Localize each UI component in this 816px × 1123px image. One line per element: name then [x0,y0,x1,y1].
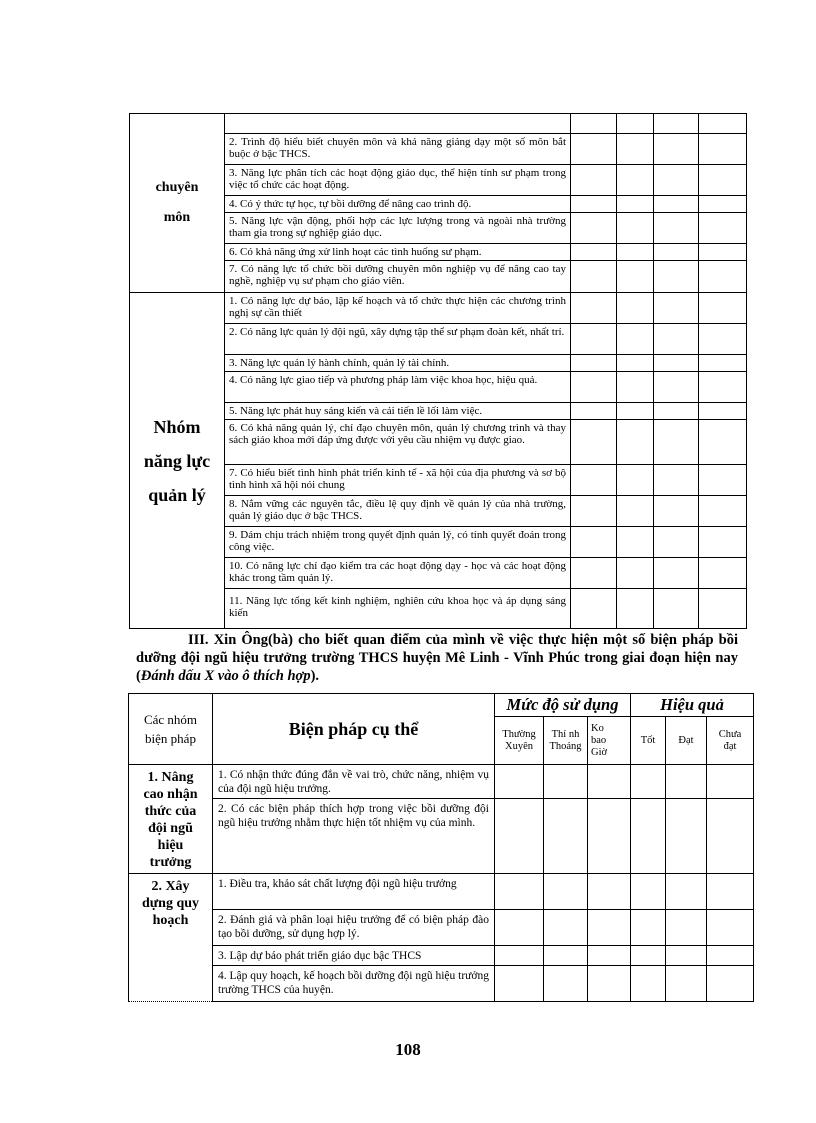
measure-text: 2. Đánh giá và phân loại hiệu trưởng để có biện pháp đào tạo bồi dưỡng, sử dụng hợp lý. [213,910,495,946]
check-cell[interactable] [617,261,654,293]
check-cell[interactable] [571,420,617,465]
check-cell[interactable] [571,244,617,261]
check-cell[interactable] [707,799,754,874]
header-usage-sometimes: Thỉ nh Thoảng [544,717,588,765]
check-cell[interactable] [588,966,631,1002]
check-cell[interactable] [699,558,747,589]
criterion-text: 9. Dám chịu trách nhiệm trong quyết định quản lý, có tính quyết đoán trong công việc. [225,527,571,558]
check-cell[interactable] [654,244,699,261]
check-cell[interactable] [571,403,617,420]
check-cell[interactable] [699,355,747,372]
check-cell[interactable] [571,114,617,134]
criterion-text: 11. Năng lực tổng kết kinh nghiệm, nghiên cứu khoa học và áp dụng sáng kiến [225,589,571,629]
check-cell[interactable] [654,355,699,372]
check-cell[interactable] [631,910,666,946]
check-cell[interactable] [571,355,617,372]
check-cell[interactable] [571,213,617,244]
check-cell[interactable] [588,799,631,874]
criterion-text: 7. Có năng lực tổ chức bồi dưỡng chuyên môn nghiệp vụ để nâng cao tay nghề, nghiệp vụ sư phạm cho giáo viên. [225,261,571,293]
check-cell[interactable] [699,114,747,134]
group-label-professional: chuyên môn [130,114,225,293]
measures-table [128,693,754,1002]
check-cell[interactable] [617,558,654,589]
check-cell[interactable] [631,946,666,966]
check-cell[interactable] [654,165,699,196]
criterion-text: 3. Năng lực quản lý hành chính, quản lý tài chính. [225,355,571,372]
header-groups: Các nhóm biện pháp [129,694,213,765]
check-cell[interactable] [699,420,747,465]
check-cell[interactable] [707,874,754,910]
check-cell[interactable] [571,558,617,589]
header-effect-fail: Chưa đạt [707,717,754,765]
check-cell[interactable] [495,874,544,910]
measure-text: 3. Lập dự báo phát triển giáo dục bậc THCS [213,946,495,966]
criterion-text: 2. Có năng lực quản lý đội ngũ, xây dựng tập thể sư phạm đoàn kết, nhất trí. [225,324,571,355]
criterion-text: 5. Năng lực phát huy sáng kiến và cải tiến lề lối làm việc. [225,403,571,420]
check-cell[interactable] [588,910,631,946]
criterion-text: 7. Có hiểu biết tình hình phát triển kinh tế - xã hội của địa phương và sơ bộ tình hình xã hội nói chung [225,465,571,496]
check-cell[interactable] [699,527,747,558]
check-cell[interactable] [617,372,654,403]
check-cell[interactable] [654,465,699,496]
check-cell[interactable] [617,293,654,324]
check-cell[interactable] [654,293,699,324]
check-cell[interactable] [699,213,747,244]
check-cell[interactable] [588,874,631,910]
check-cell[interactable] [707,966,754,1002]
check-cell[interactable] [571,293,617,324]
check-cell[interactable] [571,527,617,558]
check-cell[interactable] [544,946,588,966]
check-cell[interactable] [617,324,654,355]
check-cell[interactable] [699,589,747,629]
check-cell[interactable] [571,134,617,165]
check-cell[interactable] [495,966,544,1002]
check-cell[interactable] [631,966,666,1002]
check-cell[interactable] [617,496,654,527]
check-cell[interactable] [617,527,654,558]
check-cell[interactable] [544,910,588,946]
check-cell[interactable] [699,244,747,261]
check-cell[interactable] [654,114,699,134]
check-cell[interactable] [654,527,699,558]
header-usage-never: Ko bao Giờ [588,717,631,765]
group-label-management: Nhóm năng lực quản lý [130,293,225,629]
check-cell[interactable] [654,196,699,213]
check-cell[interactable] [631,799,666,874]
criterion-text: 2. Trình độ hiểu biết chuyên môn và khả năng giảng dạy một số môn bắt buộc ở bậc THCS. [225,134,571,165]
measure-text: 1. Có nhận thức đúng đắn về vai trò, chức năng, nhiệm vụ của đội ngũ hiệu trưởng. [213,765,495,799]
check-cell[interactable] [654,558,699,589]
criterion-text: 1. Có năng lực dự báo, lập kế hoạch và tổ chức thực hiện các chương trình nghị sự cần thiết [225,293,571,324]
check-cell[interactable] [495,946,544,966]
check-cell[interactable] [654,134,699,165]
check-cell[interactable] [707,946,754,966]
check-cell[interactable] [571,589,617,629]
criterion-text: 4. Có ý thức tự học, tự bồi dưỡng để nâng cao trình độ. [225,196,571,213]
check-cell[interactable] [617,465,654,496]
check-cell[interactable] [666,799,707,874]
check-cell[interactable] [666,765,707,799]
check-cell[interactable] [588,946,631,966]
header-specific-measures: Biện pháp cụ thể [213,694,495,765]
check-cell[interactable] [571,324,617,355]
check-cell[interactable] [666,946,707,966]
check-cell[interactable] [654,372,699,403]
check-cell[interactable] [617,420,654,465]
check-cell[interactable] [699,403,747,420]
measure-text: 2. Có các biện pháp thích hợp trong việc bồi dưỡng đội ngũ hiệu trưởng nhằm thực hiện tốt nhiệm vụ của mình. [213,799,495,874]
check-cell[interactable] [699,372,747,403]
check-cell[interactable] [699,465,747,496]
check-cell[interactable] [544,799,588,874]
check-cell[interactable] [631,874,666,910]
check-cell[interactable] [571,196,617,213]
criterion-text: 6. Có khả năng ứng xử linh hoạt các tình huống sư phạm. [225,244,571,261]
check-cell[interactable] [617,403,654,420]
check-cell[interactable] [617,213,654,244]
group-label-planning: 2. Xây dựng quy hoạch [129,874,213,1002]
check-cell[interactable] [617,134,654,165]
check-cell[interactable] [654,420,699,465]
check-cell[interactable] [588,765,631,799]
check-cell[interactable] [707,910,754,946]
header-usage-often: Thường Xuyên [495,717,544,765]
criterion-text: 10. Có năng lực chỉ đạo kiểm tra các hoạt động dạy - học và các hoạt động khác trong tầm quản lý. [225,558,571,589]
header-usage-level: Mức độ sử dụng [495,694,631,717]
check-cell[interactable] [617,114,654,134]
check-cell[interactable] [617,355,654,372]
check-cell[interactable] [617,165,654,196]
section-3-question: III. Xin Ông(bà) cho biết quan điểm của mình về việc thực hiện một số biện pháp bồi dưỡng đội ngũ hiệu trưởng trường THCS huyện Mê Linh - Vĩnh Phúc trong giai đoạn hiện nay (Đánh dấu X vào ô thích hợp). [136,632,738,684]
check-cell[interactable] [617,589,654,629]
check-cell[interactable] [654,589,699,629]
group-label-awareness: 1. Nâng cao nhận thức của đội ngũ hiệu trưởng [129,765,213,874]
header-effectiveness: Hiệu quả [631,694,754,717]
check-cell[interactable] [571,165,617,196]
check-cell[interactable] [699,196,747,213]
check-cell[interactable] [699,496,747,527]
measure-text: 1. Điều tra, khảo sát chất lượng đội ngũ hiệu trưởng [213,874,495,910]
check-cell[interactable] [666,910,707,946]
header-effect-pass: Đạt [666,717,707,765]
check-cell[interactable] [571,465,617,496]
criterion-text: 8. Nắm vững các nguyên tắc, điều lệ quy định về quản lý của nhà trường, quản lý giáo dục ở bậc THCS. [225,496,571,527]
check-cell[interactable] [544,765,588,799]
criterion-text: 5. Năng lực vận động, phối hợp các lực lượng trong và ngoài nhà trường tham gia trong sự nghiệp giáo dục. [225,213,571,244]
check-cell[interactable] [654,403,699,420]
measure-text: 4. Lập quy hoạch, kế hoạch bồi dưỡng đội ngũ hiệu trưởng trường THCS của huyện. [213,966,495,1002]
check-cell[interactable] [699,261,747,293]
criterion-text: 3. Năng lực phân tích các hoạt động giáo dục, thể hiện tính sư phạm trong việc tổ chức các hoạt động. [225,165,571,196]
criterion-text: 6. Có khả năng quản lý, chỉ đạo chuyên môn, quản lý chương trình và thay sách giáo khoa mới đáp ứng được với yêu cầu nhiệm vụ được giao. [225,420,571,465]
check-cell[interactable] [495,765,544,799]
check-cell[interactable] [699,134,747,165]
check-cell[interactable] [617,244,654,261]
check-cell[interactable] [571,372,617,403]
check-cell[interactable] [654,324,699,355]
check-cell[interactable] [699,293,747,324]
page-number: 108 [395,1040,421,1059]
check-cell[interactable] [631,765,666,799]
check-cell[interactable] [617,196,654,213]
check-cell[interactable] [495,910,544,946]
check-cell[interactable] [571,496,617,527]
criterion-text [225,114,571,134]
competency-table [129,113,747,629]
check-cell[interactable] [571,261,617,293]
check-cell[interactable] [707,765,754,799]
check-cell[interactable] [699,324,747,355]
check-cell[interactable] [654,261,699,293]
check-cell[interactable] [666,966,707,1002]
check-cell[interactable] [654,496,699,527]
check-cell[interactable] [544,874,588,910]
criterion-text: 4. Có năng lực giao tiếp và phương pháp làm việc khoa học, hiệu quả. [225,372,571,403]
check-cell[interactable] [544,966,588,1002]
check-cell[interactable] [666,874,707,910]
header-effect-good: Tốt [631,717,666,765]
check-cell[interactable] [495,799,544,874]
check-cell[interactable] [699,165,747,196]
check-cell[interactable] [654,213,699,244]
